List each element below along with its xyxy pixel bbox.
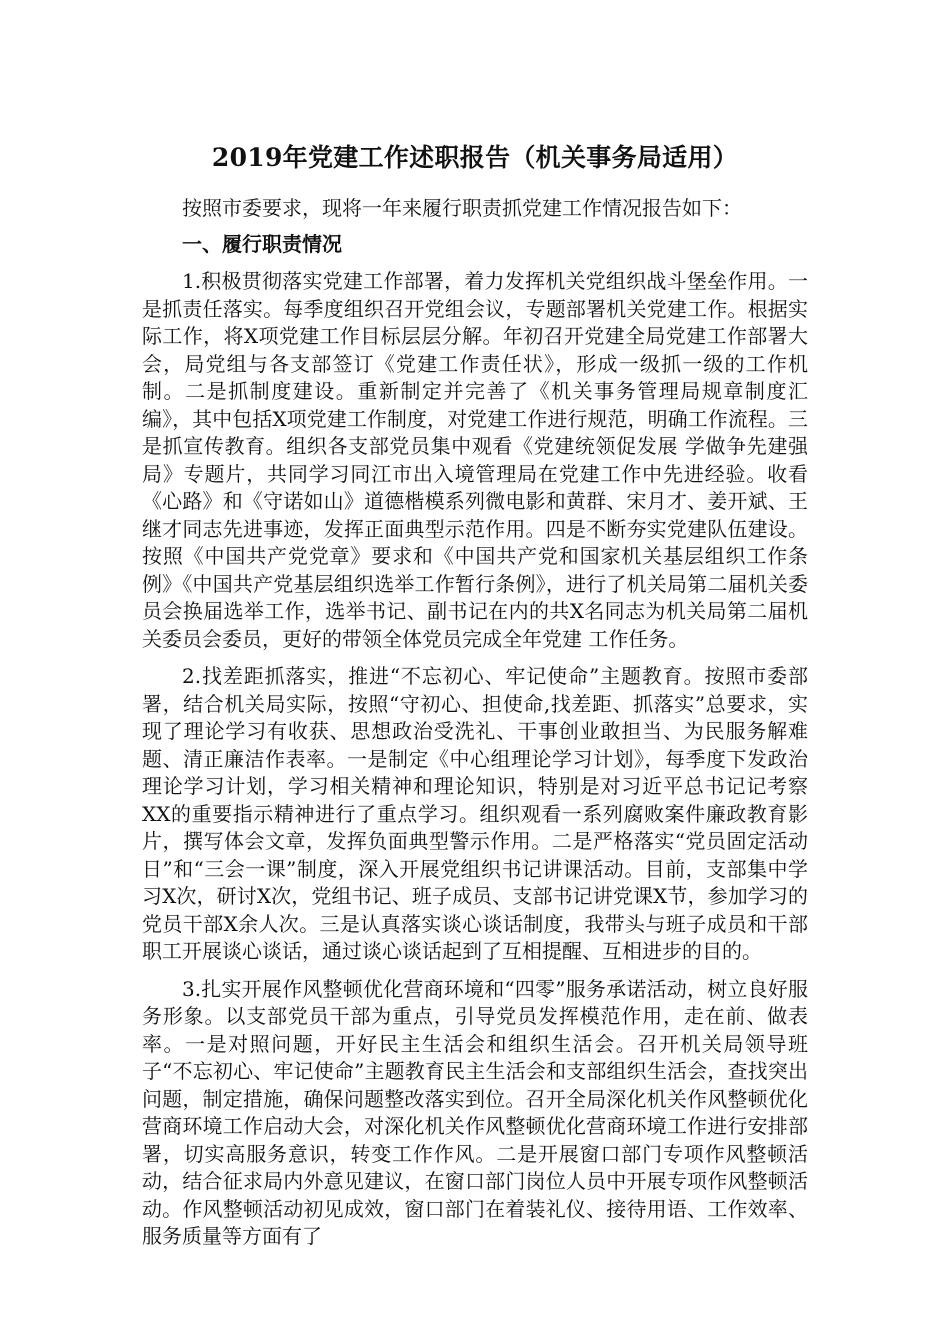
body-paragraph-2: 2.找差距抓落实，推进“不忘初心、牢记使命”主题教育。按照市委部署，结合机关局实际，按照“守初心、担使命,找差距、抓落实”总要求，实现了理论学习有收获、思想政治受洗礼、干事创业敢担当、为民服务解难题、清正廉洁作表率。一是制定《中心组理论学习计划》，每季度下发政治理论学习计划，学习相关精神和理论知识，特别是对习近平总书记记考察XX的重要指示精神进行了重点学习。组织观看一系列腐败案件廉政教育影片，撰写体会文章，发挥负面典型警示作用。二是严格落实“党员固定活动日”和“三会一课”制度，深入开展党组织书记讲课活动。目前，支部集中学习X次，研讨X次，党组书记、班子成员、支部书记讲党课X节，参加学习的党员干部X余人次。三是认真落实谈心谈话制度，我带头与班子成员和干部职工开展谈心谈话，通过谈心谈话起到了互相提醒、互相进步的目的。 [142,664,808,963]
section-heading: 一、履行职责情况 [182,232,342,256]
document-title: 2019年党建工作述职报告（机关事务局适用） [211,143,739,172]
intro-paragraph: 按照市委要求，现将一年来履行职责抓党建工作情况报告如下： [182,196,742,220]
body-paragraph-3: 3.扎实开展作风整顿优化营商环境和“四零”服务承诺活动，树立良好服务形象。以支部党员干部为重点，引导党员发挥模范作用，走在前、做表率。一是对照问题，开好民主生活会和组织生活会。召开机关局领导班子“不忘初心、牢记使命”主题教育民主生活会和支部组织生活会，查找突出问题，制定措施，确保问题整改落实到位。召开全局深化机关作风整顿优化营商环境工作启动大会，对深化机关作风整顿优化营商环境工作进行安排部署，切实高服务意识，转变工作作风。二是开展窗口部门专项作风整顿活动，结合征求局内外意见建议，在窗口部门岗位人员中开展专项作风整顿活动。作风整顿活动初见成效，窗口部门在着装礼仪、接待用语、工作效率、服务质量等方面有了 [142,976,808,1248]
body-paragraph-1: 1.积极贯彻落实党建工作部署，着力发挥机关党组织战斗堡垒作用。一是抓责任落实。每季度组织召开党组会议，专题部署机关党建工作。根据实际工作，将X项党建工作目标层层分解。年初召开党建全局党建工作部署大会，局党组与各支部签订《党建工作责任状》，形成一级抓一级的工作机制。二是抓制度建设。重新制定并完善了《机关事务管理局规章制度汇编》，其中包括X项党建工作制度，对党建工作进行规范，明确工作流程。三是抓宣传教育。组织各支部党员集中观看《党建统领促发展 学做争先建强局》专题片，共同学习同江市出入境管理局在党建工作中先进经验。收看《心路》和《守诺如山》道德楷模系列微电影和黄群、宋月才、姜开斌、王继才同志先进事迹，发挥正面典型示范作用。四是不断夯实党建队伍建设。按照《中国共产党党章》要求和《中国共产党和国家机关基层组织工作条例》《中国共产党基层组织选举工作暂行条例》，进行了机关局第二届机关委员会换届选举工作，选举书记、副书记在内的共X名同志为机关局第二届机关委员会委员，更好的带领全体党员完成全年党建 工作任务。 [142,269,808,651]
